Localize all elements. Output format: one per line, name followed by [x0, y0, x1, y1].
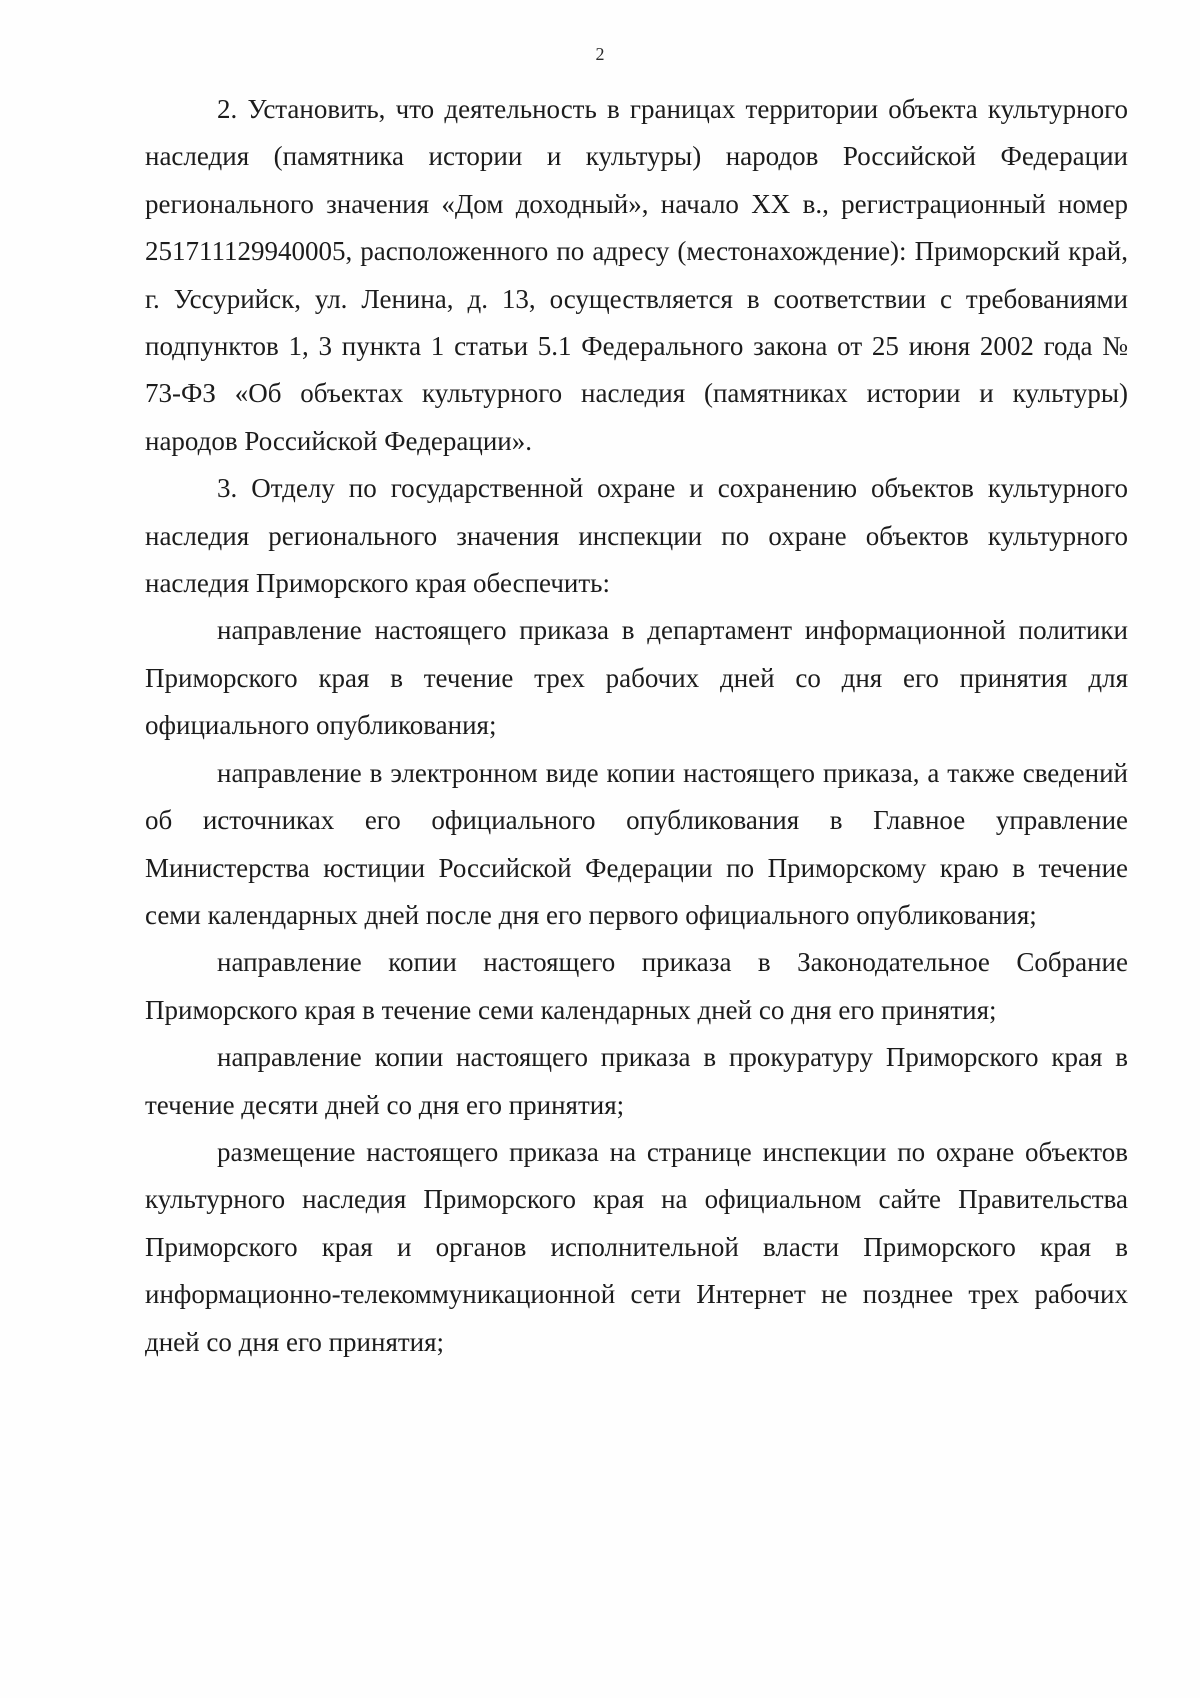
document-body: [145, 86, 1128, 1366]
page-number: 2: [595, 44, 605, 64]
paragraph-website-publication: размещение настоящего приказа на странице инспекции по охране объектов культурного наследия Приморского края на официальном сайте Правительства Приморского края и органов исполнительной власти Приморского края в информационно-телекоммуникационной сети Интернет не позднее трех рабочих дней со дня его принятия;: [145, 1136, 1128, 1357]
paragraph-justice-ministry-dispatch: направление в электронном виде копии настоящего приказа, а также сведений об источниках его официального опубликования в Главное управление Министерства юстиции Российской Федерации по Приморскому краю в течение семи календарных дней после дня его первого официального опубликования;: [145, 757, 1128, 930]
paragraph-info-policy-dispatch: направление настоящего приказа в департамент информационной политики Приморского края в течение трех рабочих дней со дня его принятия для официального опубликования;: [145, 615, 1128, 741]
paragraph-legislative-assembly-dispatch: направление копии настоящего приказа в Законодательное Собрание Приморского края в течение семи календарных дней со дня его принятия;: [145, 947, 1128, 1025]
paragraph-prosecutor-dispatch: направление копии настоящего приказа в прокуратуру Приморского края в течение десяти дней со дня его принятия;: [145, 1042, 1128, 1120]
paragraph-item-2: 2. Установить, что деятельность в границах территории объекта культурного наследия (памятника истории и культуры) народов Российской Федерации регионального значения «Дом доходный», начало XX в., регистрационный номер 251711129940005, расположенного по адресу (местонахождение): Приморский край, г. Уссурийск, ул. Ленина, д. 13, осуществляется в соответствии с требованиями подпунктов 1, 3 пункта 1 статьи 5.1 Федерального закона от 25 июня 2002 года № 73-ФЗ «Об объектах культурного наследия (памятниках истории и культуры) народов Российской Федерации».: [145, 94, 1128, 456]
paragraph-item-3: 3. Отделу по государственной охране и сохранению объектов культурного наследия регионального значения инспекции по охране объектов культурного наследия Приморского края обеспечить:: [145, 473, 1128, 599]
